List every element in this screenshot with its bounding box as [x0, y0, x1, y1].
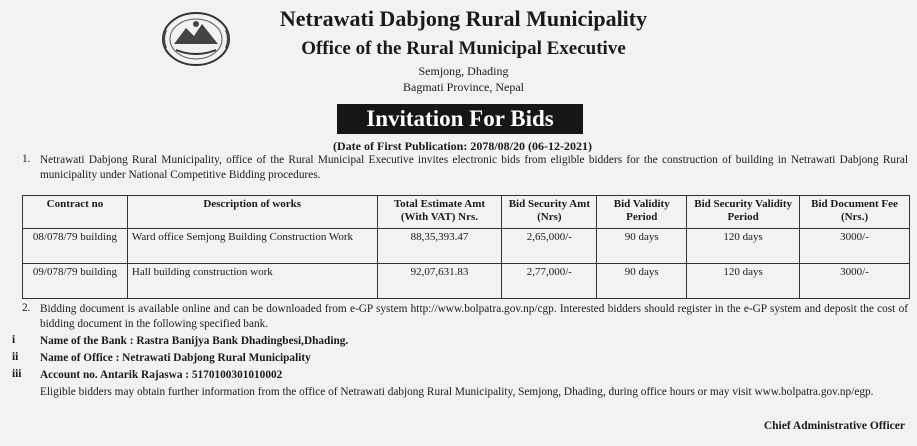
table-row	[23, 229, 910, 264]
cell-estimate: 88,35,393.47	[377, 229, 502, 264]
publication-date: (Date of First Publication: 2078/08/20 (06-12-2021)	[333, 139, 592, 153]
cell-bid-security: 2,65,000/-	[502, 229, 597, 264]
cell-contract-no: 08/078/79 building	[23, 229, 128, 264]
cell-security-validity: 120 days	[687, 229, 800, 264]
address-line-1: Semjong, Dhading	[418, 64, 509, 78]
municipality-title: Netrawati Dabjong Rural Municipality	[279, 6, 648, 31]
address-line-2: Bagmati Province, Nepal	[403, 80, 524, 94]
bank-item-ii-number: ii	[12, 351, 19, 363]
header-bid-validity: Bid Validity Period	[597, 196, 687, 229]
cell-description: Hall building construction work	[127, 264, 377, 299]
notice-title: Invitation For Bids	[337, 104, 583, 134]
cell-document-fee: 3000/-	[800, 264, 910, 299]
cell-bid-security: 2,77,000/-	[502, 264, 597, 299]
para1-number: 1.	[22, 153, 31, 165]
bids-table	[22, 195, 910, 299]
para3-text: Eligible bidders may obtain further information from the office of Netrawati dabjong Rural Municipality, Semjong, Dhading, during office hours or may visit www.bolpatra.gov.np/egp.	[40, 386, 874, 398]
bank-name: Name of the Bank : Rastra Banijya Bank Dhadingbesi,Dhading.	[40, 335, 349, 347]
header-bid-security: Bid Security Amt (Nrs)	[502, 196, 597, 229]
header-document-fee: Bid Document Fee (Nrs.)	[800, 196, 910, 229]
table-row	[23, 264, 910, 299]
cell-bid-validity: 90 days	[597, 264, 687, 299]
header-description: Description of works	[127, 196, 377, 229]
para1-text: Netrawati Dabjong Rural Municipality, office of the Rural Municipal Executive invites electronic bids from eligible bidders for the construction of building in Netrawati Dabjong Rural municipality under National Competitive Bidding procedures.	[40, 154, 908, 181]
cell-estimate: 92,07,631.83	[377, 264, 502, 299]
para2-text: Bidding document is available online and can be downloaded from e-GP system http://www.bolpatra.gov.np/cgp. Interested bidders should register in the e-GP system and deposit the cost of bidding document in the following specified bank.	[40, 303, 908, 330]
cell-document-fee: 3000/-	[800, 229, 910, 264]
bank-item-iii-number: iii	[12, 368, 22, 380]
cell-description: Ward office Semjong Building Construction Work	[127, 229, 377, 264]
header-contract-no: Contract no	[23, 196, 128, 229]
account-number: Account no. Antarik Rajaswa : 5170100301010002	[40, 369, 283, 381]
header-total-estimate: Total Estimate Amt (With VAT) Nrs.	[377, 196, 502, 229]
header-security-validity: Bid Security Validity Period	[687, 196, 800, 229]
office-name: Name of Office : Netrawati Dabjong Rural Municipality	[40, 352, 311, 364]
office-title: Office of the Rural Municipal Executive	[301, 38, 626, 59]
cell-security-validity: 120 days	[687, 264, 800, 299]
cell-bid-validity: 90 days	[597, 229, 687, 264]
signature-line: Chief Administrative Officer	[763, 420, 905, 432]
para2-number: 2.	[22, 302, 31, 314]
table-header-row	[23, 196, 910, 229]
bank-item-i-number: i	[12, 334, 16, 346]
cell-contract-no: 09/078/79 building	[23, 264, 128, 299]
